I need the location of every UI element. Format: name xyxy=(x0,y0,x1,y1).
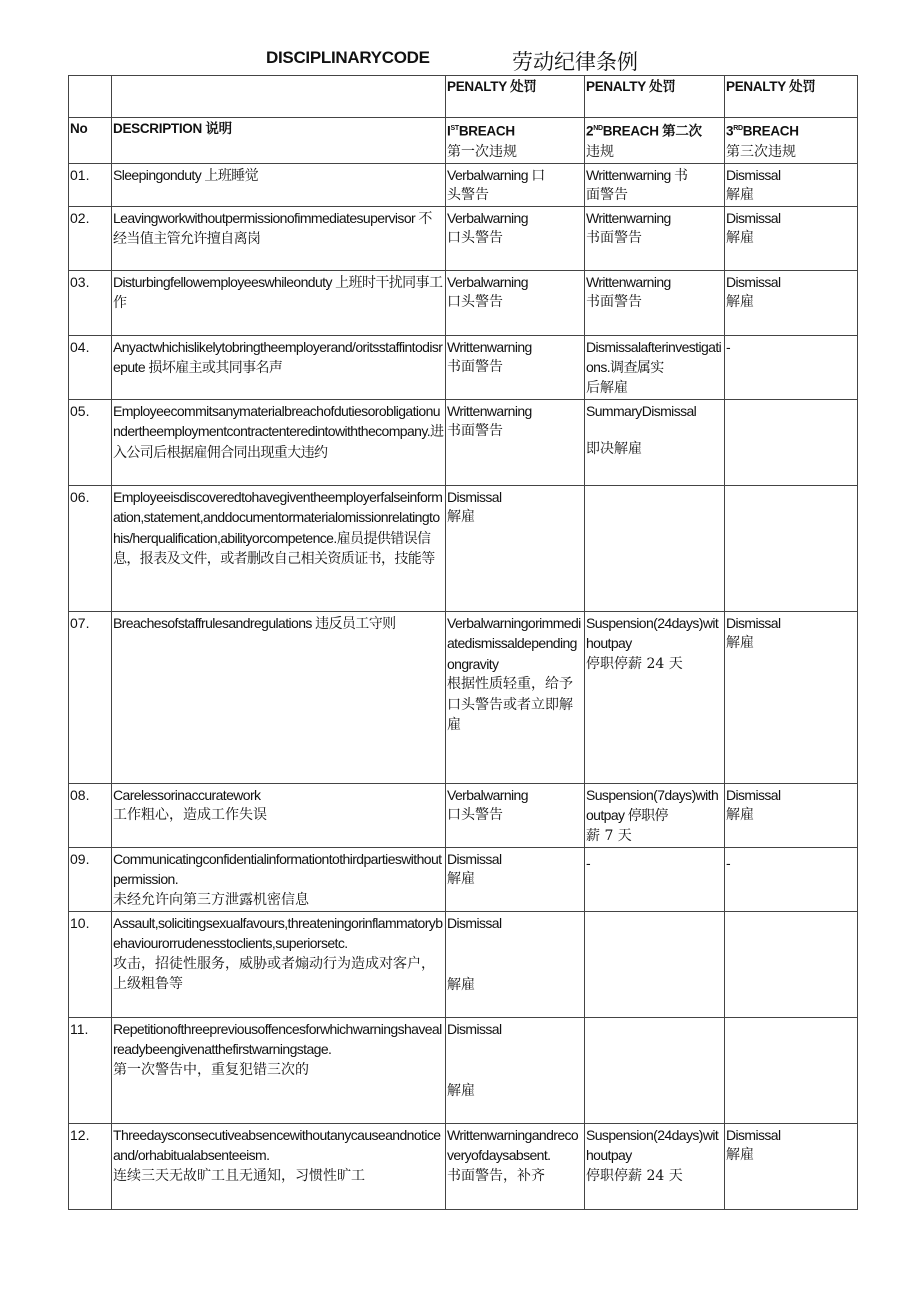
row-number: 08. xyxy=(69,783,112,847)
row-number: 11. xyxy=(69,1017,112,1123)
table-row xyxy=(69,783,858,847)
second-breach-penalty: Dismissalafterinvestigations.调查属实 后解雇 xyxy=(585,335,725,399)
row-number: 12. xyxy=(69,1123,112,1209)
table-row xyxy=(69,163,858,206)
row-number: 07. xyxy=(69,611,112,783)
second-breach-penalty xyxy=(585,911,725,1017)
row-description: Breachesofstaffrulesandregulations 违反员工守则 xyxy=(112,611,446,783)
third-breach-penalty xyxy=(725,399,858,485)
row-description: Carelessorinaccuratework 工作粗心，造成工作失误 xyxy=(112,783,446,847)
header-row-penalty xyxy=(69,76,858,118)
row-number: 01. xyxy=(69,163,112,206)
first-breach-penalty: Verbalwarning 口头警告 xyxy=(446,270,585,335)
table-row xyxy=(69,611,858,783)
header-no: No xyxy=(69,118,112,164)
second-breach-penalty: Suspension(24days)withoutpay 停职停薪 24 天 xyxy=(585,611,725,783)
table-row xyxy=(69,911,858,1017)
third-breach-penalty xyxy=(725,485,858,611)
row-number: 04. xyxy=(69,335,112,399)
first-breach-penalty: Dismissal 解雇 xyxy=(446,485,585,611)
row-description: Disturbingfellowemployeeswhileonduty 上班时干扰同事工作 xyxy=(112,270,446,335)
table-row xyxy=(69,206,858,270)
third-breach-penalty: Dismissal 解雇 xyxy=(725,270,858,335)
first-breach-penalty: Dismissal 解雇 xyxy=(446,847,585,911)
third-breach-penalty: - xyxy=(725,335,858,399)
first-breach-penalty: Writtenwarning 书面警告 xyxy=(446,399,585,485)
row-description: Threedaysconsecutiveabsencewithoutanycauseandnoticeand/orhabitualabsenteeism. 连续三天无故旷工且无通知，习惯性旷工 xyxy=(112,1123,446,1209)
row-number: 09. xyxy=(69,847,112,911)
first-breach-penalty: Writtenwarning 书面警告 xyxy=(446,335,585,399)
table-row xyxy=(69,399,858,485)
header-second-breach: 2NDBREACH 第二次 违规 xyxy=(585,118,725,164)
header-penalty-1: PENALTY 处罚 xyxy=(446,76,585,118)
header-row-breach xyxy=(69,118,858,164)
header-empty-cell xyxy=(69,76,112,118)
second-breach-penalty: SummaryDismissal 即决解雇 xyxy=(585,399,725,485)
third-breach-penalty: Dismissal 解雇 xyxy=(725,611,858,783)
title-chinese: 劳动纪律条例 xyxy=(512,50,638,74)
header-description: DESCRIPTION 说明 xyxy=(112,118,446,164)
third-breach-penalty: Dismissal 解雇 xyxy=(725,206,858,270)
second-breach-penalty: Writtenwarning 书 面警告 xyxy=(585,163,725,206)
second-breach-penalty: Writtenwarning 书面警告 xyxy=(585,206,725,270)
row-number: 10. xyxy=(69,911,112,1017)
first-breach-penalty: Verbalwarning 口头警告 xyxy=(446,783,585,847)
row-description: Employeeisdiscoveredtohavegiventheemployerfalseinformation,statement,anddocumentormaterialomissionrelatingtohis/herqualification,abilityorcompetence.雇员提供错误信息，报表及文件，或者删改自己相关资质证书，技能等 xyxy=(112,485,446,611)
table-row xyxy=(69,335,858,399)
first-breach-penalty: Dismissal 解雇 xyxy=(446,1017,585,1123)
table-row xyxy=(69,485,858,611)
header-empty-cell xyxy=(112,76,446,118)
row-description: Employeecommitsanymaterialbreachofdutiesorobligationundertheemploymentcontractenteredintowiththecompany.进入公司后根据雇佣合同出现重大违约 xyxy=(112,399,446,485)
document-title xyxy=(0,44,920,76)
row-description: Sleepingonduty 上班睡觉 xyxy=(112,163,446,206)
header-third-breach: 3RDBREACH 第三次违规 xyxy=(725,118,858,164)
row-description: Assault,solicitingsexualfavours,threateningorinflammatorybehaviourorrudenesstoclients,superiorsetc. 攻击，招徒性服务，威胁或者煽动行为造成对客户，上级粗鲁等 xyxy=(112,911,446,1017)
first-breach-penalty: Dismissal 解雇 xyxy=(446,911,585,1017)
row-number: 02. xyxy=(69,206,112,270)
first-breach-penalty: Verbalwarningorimmediatedismissaldependingongravity 根据性质轻重，给予口头警告或者立即解雇 xyxy=(446,611,585,783)
third-breach-penalty: - xyxy=(725,847,858,911)
third-breach-penalty: Dismissal 解雇 xyxy=(725,163,858,206)
third-breach-penalty: Dismissal 解雇 xyxy=(725,1123,858,1209)
disciplinary-table xyxy=(68,75,858,1210)
row-number: 05. xyxy=(69,399,112,485)
second-breach-penalty: Writtenwarning 书面警告 xyxy=(585,270,725,335)
third-breach-penalty: Dismissal 解雇 xyxy=(725,783,858,847)
title-english: DISCIPLINARYCODE xyxy=(266,48,430,67)
second-breach-penalty xyxy=(585,485,725,611)
header-penalty-3: PENALTY 处罚 xyxy=(725,76,858,118)
header-first-breach: ISTBREACH 第一次违规 xyxy=(446,118,585,164)
second-breach-penalty: - xyxy=(585,847,725,911)
first-breach-penalty: Writtenwarningandrecoveryofdaysabsent. 书面警告，补齐 xyxy=(446,1123,585,1209)
row-description: Communicatingconfidentialinformationtothirdpartieswithoutpermission. 未经允许向第三方泄露机密信息 xyxy=(112,847,446,911)
row-number: 03. xyxy=(69,270,112,335)
header-penalty-2: PENALTY 处罚 xyxy=(585,76,725,118)
table-row xyxy=(69,1017,858,1123)
first-breach-penalty: Verbalwarning 口 头警告 xyxy=(446,163,585,206)
third-breach-penalty xyxy=(725,1017,858,1123)
first-breach-penalty: Verbalwarning 口头警告 xyxy=(446,206,585,270)
third-breach-penalty xyxy=(725,911,858,1017)
table-row xyxy=(69,1123,858,1209)
row-description: Leavingworkwithoutpermissionofimmediatesupervisor 不经当值主管允许擅自离岗 xyxy=(112,206,446,270)
second-breach-penalty: Suspension(7days)withoutpay 停职停 薪 7 天 xyxy=(585,783,725,847)
table-row xyxy=(69,270,858,335)
second-breach-penalty: Suspension(24days)withoutpay 停职停薪 24 天 xyxy=(585,1123,725,1209)
second-breach-penalty xyxy=(585,1017,725,1123)
table-row xyxy=(69,847,858,911)
row-number: 06. xyxy=(69,485,112,611)
row-description: Repetitionofthreepreviousoffencesforwhichwarningshavealreadybeengivenatthefirstwarningstage. 第一次警告中，重复犯错三次的 xyxy=(112,1017,446,1123)
row-description: Anyactwhichislikelytobringtheemployerand/oritsstaffintodisrepute 损坏雇主或其同事名声 xyxy=(112,335,446,399)
